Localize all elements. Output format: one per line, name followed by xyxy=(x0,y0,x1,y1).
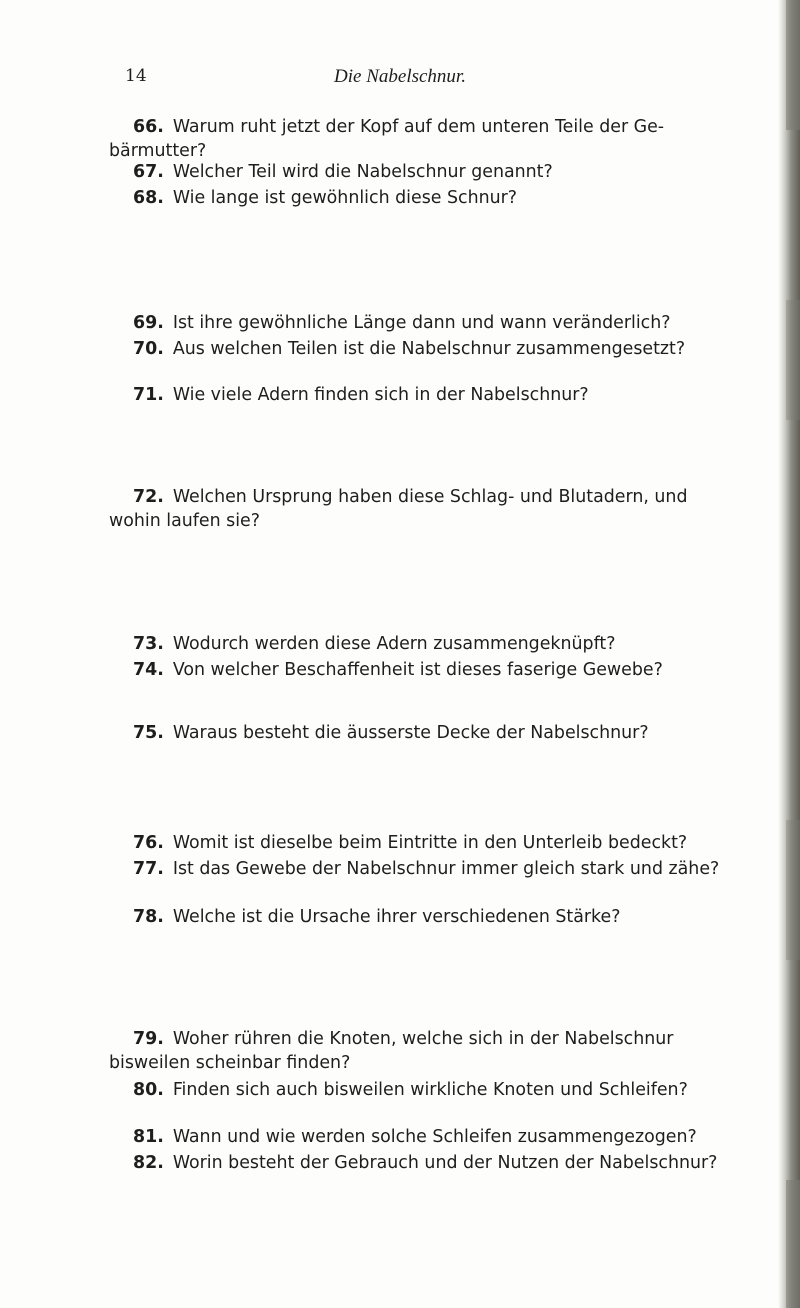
question-text: Welche ist die Ursache ihrer verschiedenen Stärke? xyxy=(172,907,621,927)
question-79 xyxy=(109,1027,773,1075)
page-edge-shadow xyxy=(786,300,800,420)
question-number: 79. xyxy=(133,1029,164,1049)
question-number: 68. xyxy=(133,188,164,208)
question-number: 66. xyxy=(133,117,164,137)
question-text: Warum ruht jetzt der Kopf auf dem unteren Teile der Ge- xyxy=(172,117,665,137)
question-number: 78. xyxy=(133,907,164,927)
page-number: 14 xyxy=(125,66,147,86)
page-edge-shadow xyxy=(786,1180,800,1308)
question-text: Womit ist dieselbe beim Eintritte in den Unterleib bedeckt? xyxy=(172,833,688,853)
question-number: 75. xyxy=(133,723,164,743)
question-76 xyxy=(133,831,773,855)
question-number: 72. xyxy=(133,487,164,507)
question-text: Worin besteht der Gebrauch und der Nutzen der Nabelschnur? xyxy=(172,1153,718,1173)
question-67 xyxy=(133,160,773,184)
question-text: Von welcher Beschaffenheit ist dieses faserige Gewebe? xyxy=(172,660,663,680)
question-74 xyxy=(133,658,773,682)
question-71 xyxy=(133,383,773,407)
question-number: 82. xyxy=(133,1153,164,1173)
question-number: 77. xyxy=(133,859,164,879)
question-text: Wodurch werden diese Adern zusammengeknüpft? xyxy=(172,634,616,654)
question-text: Wann und wie werden solche Schleifen zusammengezogen? xyxy=(172,1127,697,1147)
question-82 xyxy=(133,1151,773,1175)
question-80 xyxy=(133,1078,773,1102)
question-text: Wie viele Adern finden sich in der Nabelschnur? xyxy=(172,385,589,405)
question-78 xyxy=(133,905,773,929)
question-number: 69. xyxy=(133,313,164,333)
question-77 xyxy=(133,857,773,881)
question-text: Wie lange ist gewöhnlich diese Schnur? xyxy=(172,188,518,208)
question-number: 76. xyxy=(133,833,164,853)
question-number: 74. xyxy=(133,660,164,680)
question-text: Ist das Gewebe der Nabelschnur immer gleich stark und zähe? xyxy=(172,859,720,879)
question-number: 73. xyxy=(133,634,164,654)
page-edge-shadow xyxy=(786,820,800,960)
question-number: 81. xyxy=(133,1127,164,1147)
page-edge-shadow xyxy=(786,0,800,130)
question-70 xyxy=(133,337,773,361)
question-69 xyxy=(133,311,773,335)
question-text: Welchen Ursprung haben diese Schlag- und Blutadern, und xyxy=(172,487,688,507)
scanned-page-edge xyxy=(778,0,800,1308)
question-text: Waraus besteht die äusserste Decke der Nabelschnur? xyxy=(172,723,649,743)
question-73 xyxy=(133,632,773,656)
question-text: Welcher Teil wird die Nabelschnur genannt? xyxy=(172,162,553,182)
question-number: 70. xyxy=(133,339,164,359)
question-72 xyxy=(109,485,773,533)
question-text: Finden sich auch bisweilen wirkliche Knoten und Schleifen? xyxy=(172,1080,688,1100)
question-number: 67. xyxy=(133,162,164,182)
question-75 xyxy=(133,721,773,745)
question-text-continuation: bärmutter? xyxy=(109,141,207,161)
question-text: Woher rühren die Knoten, welche sich in der Nabelschnur xyxy=(172,1029,674,1049)
question-text-continuation: wohin laufen sie? xyxy=(109,511,260,531)
question-number: 71. xyxy=(133,385,164,405)
page-header xyxy=(0,66,800,90)
question-81 xyxy=(133,1125,773,1149)
question-text-continuation: bisweilen scheinbar finden? xyxy=(109,1053,351,1073)
question-text: Aus welchen Teilen ist die Nabelschnur zusammengesetzt? xyxy=(172,339,686,359)
question-text: Ist ihre gewöhnliche Länge dann und wann veränderlich? xyxy=(172,313,671,333)
question-number: 80. xyxy=(133,1080,164,1100)
question-68 xyxy=(133,186,773,210)
running-title: Die Nabelschnur. xyxy=(334,66,466,87)
question-66 xyxy=(109,115,773,163)
